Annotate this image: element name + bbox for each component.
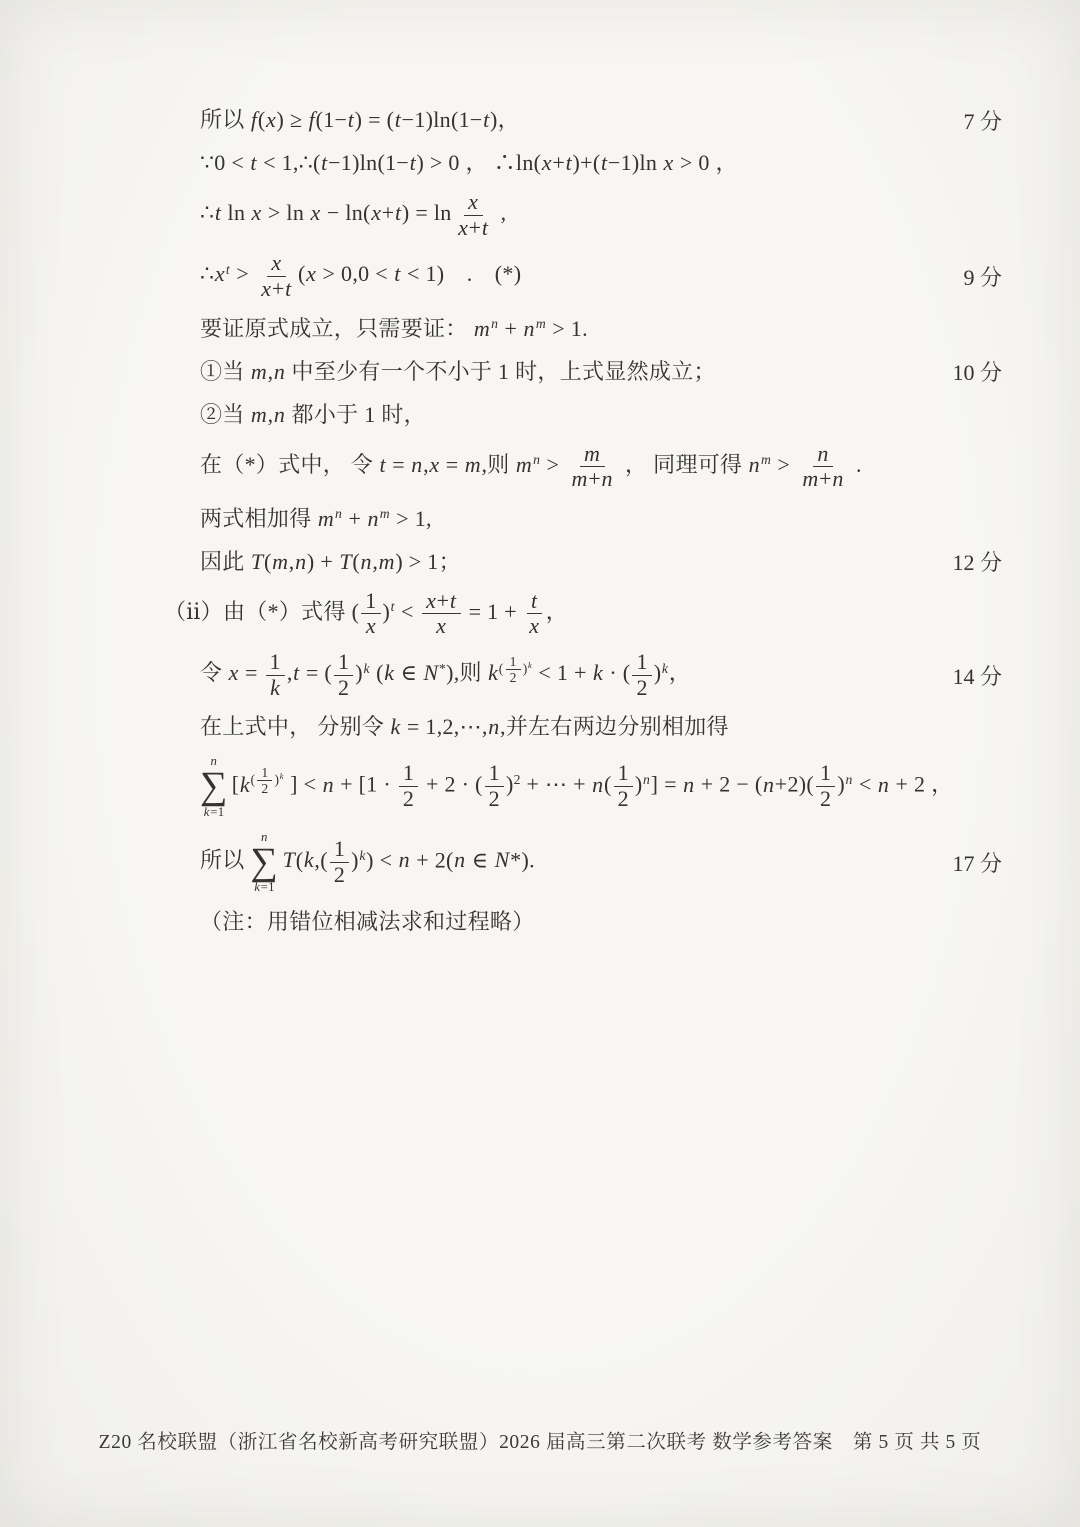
math-variable: n bbox=[832, 466, 844, 492]
fraction-denominator: 2 bbox=[617, 786, 629, 812]
math-variable: N bbox=[423, 660, 439, 686]
fraction bbox=[798, 442, 848, 492]
formula-content: ∴t ln x > ln x − ln(x+t) = ln $\frac{x}{x+t}$ , bbox=[200, 189, 507, 240]
math-variable: t bbox=[379, 451, 386, 477]
formula-content: $\therefore x^t$ > $\frac{x}{x+t}$ (x > 0,0 < t < 1) . (*) bbox=[200, 250, 522, 301]
superscript: ( 1 2 )k bbox=[498, 653, 533, 686]
math-variable: x bbox=[261, 275, 272, 301]
fraction bbox=[257, 765, 272, 797]
fraction bbox=[632, 650, 651, 700]
math-variable: n bbox=[295, 548, 307, 574]
math-variable: k bbox=[390, 714, 401, 740]
math-variable: k bbox=[279, 771, 284, 782]
math-variable: m bbox=[584, 440, 601, 466]
math-variable: t bbox=[531, 587, 538, 613]
fraction-numerator: x+t bbox=[422, 589, 461, 615]
math-variable: t bbox=[394, 200, 402, 226]
fraction-numerator: 1 bbox=[614, 761, 633, 787]
math-variable: n bbox=[273, 401, 286, 427]
formula-line bbox=[200, 313, 1002, 345]
superscript: * bbox=[438, 660, 447, 676]
formula-line bbox=[200, 442, 1002, 492]
formula-line bbox=[200, 503, 1002, 535]
formula-content: 令 x = $\frac{1}{k}$ ,t = ( $\frac{1}{2}$ )$^k$ (k ∈ N*),则 $k^{( \frac{1}{2} )^k} < 1 + k$ · ( $\frac{1}{2}$ )$^k$， bbox=[200, 649, 692, 700]
math-variable: n bbox=[398, 847, 410, 873]
math-variable: n bbox=[260, 829, 268, 844]
sigma-icon: ∑ bbox=[200, 765, 228, 808]
formula-line bbox=[200, 650, 1002, 700]
math-variable: x bbox=[228, 660, 239, 686]
formula-content: 所以 n ∑ k=1 T(k,( $\frac{1}{2}$ )$^k$) < n + 2(n ∈ N*). bbox=[200, 829, 535, 895]
fraction-denominator: 2 bbox=[402, 786, 415, 812]
fraction-numerator: 1 bbox=[266, 650, 285, 676]
math-variable: t bbox=[285, 275, 292, 301]
math-variable: x bbox=[663, 150, 674, 176]
math-variable: k bbox=[363, 660, 370, 676]
formula-content: 在上式中， 分别令 k = 1,2,⋯,n,并左右两边分别相加得 bbox=[200, 714, 729, 740]
math-variable: m bbox=[535, 316, 546, 332]
fraction-denominator: 2 bbox=[488, 786, 500, 812]
math-variable: n bbox=[335, 506, 343, 522]
math-variable: m bbox=[379, 506, 390, 522]
math-variable: k bbox=[593, 660, 604, 686]
fraction-numerator bbox=[527, 589, 542, 615]
math-variable: x bbox=[429, 451, 440, 477]
math-variable: k bbox=[254, 880, 261, 895]
math-variable: t bbox=[321, 150, 328, 176]
fraction-denominator bbox=[266, 676, 285, 701]
math-variable: t bbox=[214, 200, 222, 226]
math-variable: n bbox=[488, 714, 500, 740]
footer-text: Z20 名校联盟（浙江省名校新高考研究联盟）2026 届高三第二次联考 数学参考答案 第 5 页 共 5 页 bbox=[98, 1432, 982, 1453]
fraction-denominator: 2 bbox=[509, 670, 517, 686]
math-variable: k bbox=[528, 660, 533, 671]
formula-line bbox=[200, 399, 1002, 431]
math-variable: t bbox=[565, 150, 572, 176]
fraction-numerator: 1 bbox=[330, 837, 349, 863]
formula-line bbox=[200, 711, 1002, 743]
fraction bbox=[361, 589, 380, 639]
math-variable: N bbox=[494, 847, 510, 873]
superscript bbox=[390, 600, 395, 614]
math-variable: m bbox=[760, 452, 772, 468]
math-variable: x bbox=[541, 150, 552, 176]
fraction-numerator: 1 bbox=[257, 765, 272, 781]
superscript bbox=[379, 507, 390, 521]
formula-content: ①当 m,n 中至少有一个不小于 1 时，上式显然成立； bbox=[200, 358, 716, 384]
fraction-numerator bbox=[813, 442, 833, 468]
math-variable: n bbox=[643, 772, 651, 788]
formula-content: 因此 T(m,n) + T(n,m) > 1； bbox=[200, 548, 461, 574]
math-variable: n bbox=[877, 771, 890, 797]
math-variable: m bbox=[473, 315, 491, 341]
fraction bbox=[816, 761, 835, 811]
math-variable: k bbox=[384, 660, 395, 686]
math-variable: x bbox=[251, 200, 262, 226]
fraction-numerator bbox=[580, 442, 605, 468]
math-variable: x bbox=[365, 613, 376, 639]
math-variable: m bbox=[272, 548, 289, 574]
fraction-denominator bbox=[361, 614, 380, 639]
math-variable: n bbox=[601, 466, 613, 492]
math-variable: x bbox=[306, 261, 317, 287]
math-variable: x bbox=[310, 200, 321, 226]
math-variable: m bbox=[802, 466, 819, 492]
score-label: 9 分 bbox=[963, 264, 1002, 290]
math-variable: t bbox=[250, 150, 257, 176]
superscript bbox=[363, 662, 370, 676]
formula-line bbox=[164, 589, 1002, 639]
math-variable: k bbox=[303, 847, 314, 873]
math-variable: x bbox=[529, 613, 540, 639]
math-variable: t bbox=[347, 107, 355, 133]
fraction bbox=[257, 251, 296, 301]
superscript bbox=[760, 453, 771, 467]
math-variable: n bbox=[411, 451, 423, 477]
formula-line bbox=[200, 754, 1002, 819]
fraction bbox=[567, 442, 617, 492]
formula-line bbox=[200, 906, 1002, 938]
fraction bbox=[422, 589, 461, 639]
math-variable: k bbox=[203, 804, 210, 819]
fraction bbox=[485, 761, 504, 811]
formula-content: 要证原式成立，只需要证： $m^n + n^m > 1$. bbox=[200, 315, 588, 341]
formula-content: （注：用错位相减法求和过程略） bbox=[200, 908, 535, 934]
math-variable: t bbox=[483, 107, 490, 133]
math-variable: n bbox=[523, 315, 535, 341]
math-variable: m bbox=[250, 401, 268, 427]
math-variable: n bbox=[845, 772, 853, 788]
superscript bbox=[491, 317, 499, 331]
math-variable: n bbox=[748, 451, 760, 477]
superscript: ( 1 2 )k bbox=[250, 765, 284, 797]
fraction-numerator: 1 bbox=[816, 761, 835, 787]
math-variable: t bbox=[394, 107, 402, 133]
formula-line bbox=[200, 251, 1002, 301]
fraction-denominator: 2 bbox=[636, 674, 648, 700]
sum-lower-limit: k=1 bbox=[203, 804, 225, 819]
sum-lower-limit: k=1 bbox=[254, 880, 275, 895]
formula-content: ∵0 < t < 1,∴(t−1)ln(1−t) > 0 ， ∴ln(x+t)+(t−1)ln x > 0 ， bbox=[200, 150, 738, 176]
fraction-denominator bbox=[432, 614, 451, 639]
math-variable: n bbox=[210, 754, 218, 769]
math-variable: t bbox=[409, 150, 416, 176]
fraction bbox=[614, 761, 633, 811]
score-label: 7 分 bbox=[963, 108, 1002, 134]
superscript bbox=[225, 263, 230, 277]
superscript bbox=[359, 849, 366, 863]
math-variable: T bbox=[250, 548, 264, 574]
fraction-denominator: 2 bbox=[261, 781, 269, 797]
fraction-denominator: m+n bbox=[571, 466, 613, 492]
formula-content: n ∑ k=1 [$k^{( \frac{1}{2} )^k}$ ] < n + [1 · $\frac{1}{2}$ + 2 · ( $\frac{1}{2}$ )$^2$ + ⋯ + n( $\frac{1}{2}$ )$^n$] = n + 2 − (n+2)( $\frac{1}{2}$ )$^n$ < n + 2 ， bbox=[200, 754, 954, 819]
score-label: 12 分 bbox=[952, 550, 1002, 576]
math-variable: m bbox=[378, 548, 395, 574]
math-variable: k bbox=[359, 847, 366, 863]
math-variable: m bbox=[317, 505, 335, 531]
math-variable: n bbox=[322, 771, 334, 797]
superscript bbox=[535, 317, 546, 331]
superscript bbox=[845, 773, 853, 787]
fraction-numerator bbox=[267, 251, 286, 277]
math-variable: n bbox=[491, 316, 499, 332]
formula-line bbox=[200, 546, 1002, 578]
superscript bbox=[335, 507, 343, 521]
math-variable: n bbox=[592, 771, 604, 797]
math-variable: x bbox=[265, 107, 277, 133]
math-variable: t bbox=[394, 261, 401, 287]
fraction bbox=[506, 654, 521, 686]
math-variable: x bbox=[436, 613, 447, 639]
math-variable: x bbox=[271, 250, 282, 276]
score-label: 17 分 bbox=[952, 850, 1002, 876]
fraction bbox=[525, 589, 544, 639]
superscript bbox=[661, 662, 668, 676]
math-variable: t bbox=[293, 660, 300, 686]
formula-content: 两式相加得 $m^n + n^m > 1$, bbox=[200, 505, 432, 531]
math-variable: x bbox=[468, 189, 479, 214]
math-variable: T bbox=[339, 548, 352, 574]
math-variable: f bbox=[308, 107, 316, 133]
math-variable: m bbox=[515, 451, 533, 477]
fraction bbox=[334, 650, 353, 700]
formula-line bbox=[200, 190, 1002, 240]
math-variable: k bbox=[661, 660, 669, 676]
math-variable: n bbox=[683, 771, 695, 797]
fraction-denominator: 2 bbox=[820, 786, 832, 812]
fraction-denominator: m+n bbox=[802, 466, 844, 492]
math-variable: T bbox=[282, 847, 296, 873]
math-variable: n bbox=[817, 440, 829, 466]
fraction-numerator: 1 bbox=[632, 650, 651, 676]
fraction-numerator bbox=[464, 190, 483, 216]
math-variable: t bbox=[225, 261, 230, 277]
page-footer bbox=[0, 1426, 1080, 1454]
formula-content: 在（*）式中， 令 t = n,x = m,则 $m^n$ > $\frac{m}{m+n}$ ， 同理可得 $n^m$ > $\frac{n}{m+n}$ . bbox=[200, 440, 862, 492]
math-variable: k bbox=[239, 771, 250, 797]
math-variable: n bbox=[273, 358, 286, 384]
fraction bbox=[330, 837, 349, 887]
fraction-denominator bbox=[525, 614, 544, 639]
superscript: 2 bbox=[513, 772, 521, 788]
formula-content: 所以 f(x) ≥ f(1−t) = (t−1)ln(1−t)， bbox=[200, 107, 520, 133]
score-label: 14 分 bbox=[952, 663, 1002, 689]
fraction-numerator: 1 bbox=[361, 589, 380, 615]
math-variable: m bbox=[571, 466, 588, 492]
math-variable: x bbox=[371, 200, 382, 226]
summation bbox=[250, 830, 278, 895]
math-variable: t bbox=[390, 599, 395, 615]
fraction bbox=[454, 190, 493, 240]
math-variable: n bbox=[360, 548, 372, 574]
superscript bbox=[643, 773, 651, 787]
formula-line bbox=[200, 830, 1002, 895]
superscript bbox=[533, 453, 541, 467]
fraction-numerator: 1 bbox=[506, 654, 521, 670]
formula-content: （ⅱ）由（*）式得 ( $\frac{1}{x}$ )$^t$ < $\frac{x+t}{x}$ = 1 + $\frac{t}{x}$ ， bbox=[164, 587, 569, 639]
math-variable: m bbox=[250, 358, 268, 384]
math-variable: k bbox=[488, 660, 499, 686]
fraction-numerator: 1 bbox=[334, 650, 353, 676]
math-variable: x bbox=[214, 261, 225, 287]
math-variable: t bbox=[449, 587, 457, 613]
score-label: 10 分 bbox=[952, 360, 1002, 385]
formula-line bbox=[200, 147, 1002, 179]
summation bbox=[200, 754, 228, 819]
fraction-denominator: 2 bbox=[337, 674, 350, 700]
fraction-numerator: 1 bbox=[485, 761, 504, 787]
fraction-denominator: x+t bbox=[458, 214, 489, 240]
superscript bbox=[528, 661, 533, 669]
fraction bbox=[266, 650, 285, 700]
math-variable: t bbox=[481, 214, 489, 240]
math-variable: n bbox=[367, 505, 379, 531]
math-variable: x bbox=[426, 587, 437, 613]
math-variable: n bbox=[533, 452, 541, 468]
fraction-denominator: x+t bbox=[261, 275, 292, 301]
math-variable: n bbox=[454, 847, 466, 873]
fraction-denominator: 2 bbox=[333, 861, 346, 887]
math-variable: k bbox=[270, 674, 281, 700]
fraction bbox=[399, 761, 418, 811]
sigma-icon: ∑ bbox=[250, 840, 279, 883]
math-variable: m bbox=[464, 451, 481, 477]
math-variable: t bbox=[600, 150, 608, 176]
math-variable: f bbox=[250, 107, 258, 133]
formula-line bbox=[200, 104, 1002, 136]
formula-line bbox=[200, 356, 1002, 388]
fraction-numerator: 1 bbox=[399, 761, 418, 787]
superscript bbox=[279, 772, 284, 780]
math-variable: x bbox=[458, 214, 469, 240]
math-variable: n bbox=[762, 771, 775, 797]
formula-content: ②当 m,n 都小于 1 时， bbox=[200, 401, 426, 427]
